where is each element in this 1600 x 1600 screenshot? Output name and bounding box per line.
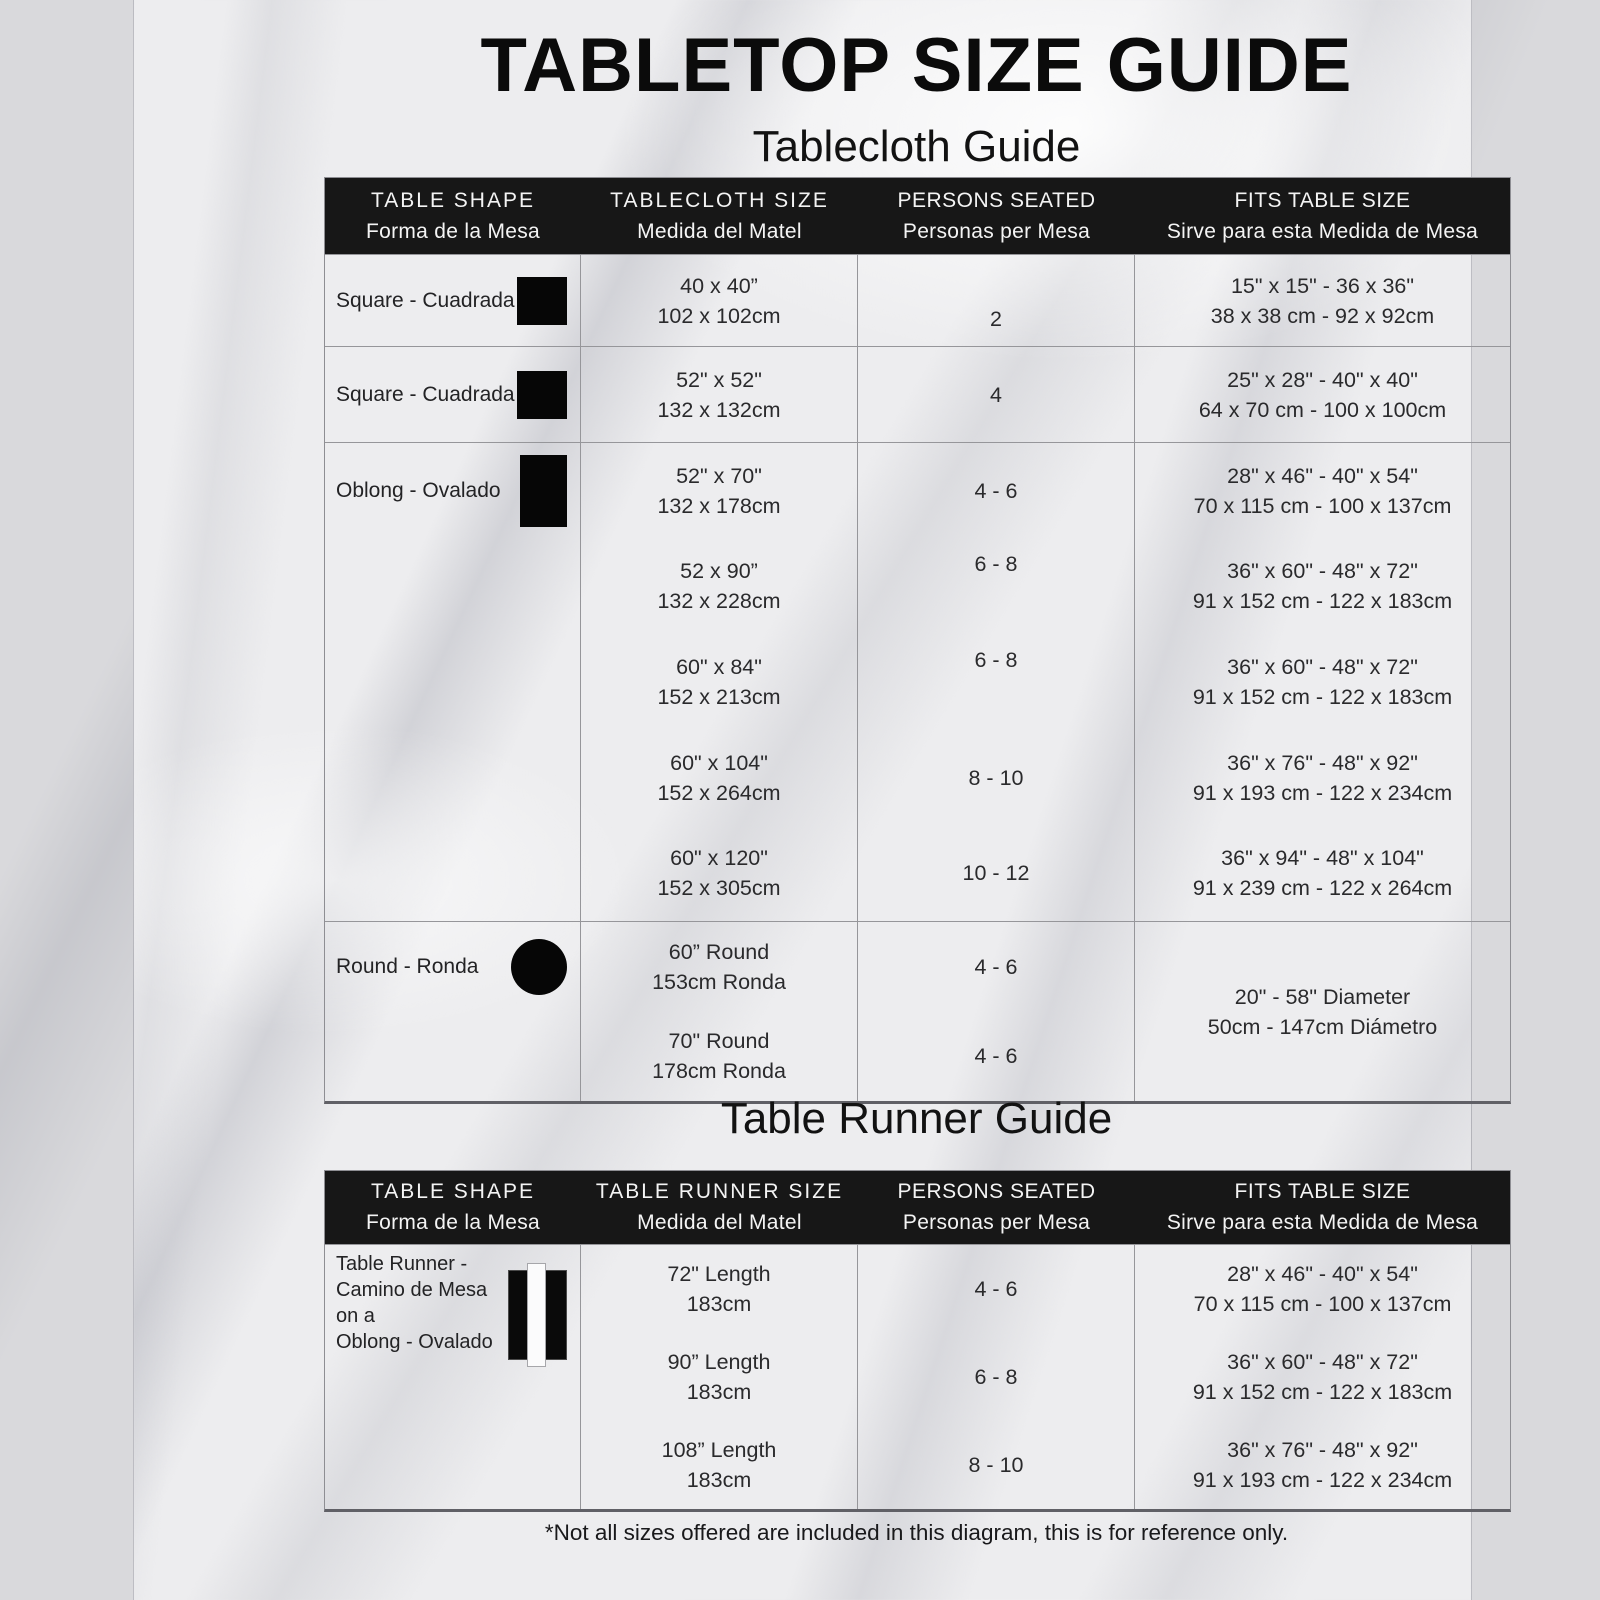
fits-cell-runner: 28" x 46" - 40" x 54" 70 x 115 cm - 100 x 137cm 36" x 60" - 48" x 72" 91 x 152 cm - 122 x 183cm 36" x 76" - 48" x 92" 91 x 193 cm - 122 x 234cm: [1135, 1244, 1510, 1509]
size-cell: 52" x 52" 132 x 132cm: [581, 346, 858, 442]
persons-cell-runner: 4 - 6 6 - 8 8 - 10: [858, 1244, 1135, 1509]
header-tablecloth-size: TABLECLOTH SIZE Medida del Matel: [581, 178, 858, 254]
header-persons-seated: PERSONS SEATED Personas per Mesa: [858, 1171, 1135, 1244]
square-icon: [517, 277, 567, 325]
footnote: *Not all sizes offered are included in this diagram, this is for reference only.: [544, 1520, 1289, 1545]
fits-cell-oblong: 28" x 46" - 40" x 54" 70 x 115 cm - 100 x 137cm 36" x 60" - 48" x 72" 91 x 152 cm - 122 x 183cm 36" x 60" - 48" x 72" 91 x 152 cm - 122 x 183cm 36" x 76" - 48" x 92" 91 x 193 cm - 122 x 234cm 36" x 94" - 48" x 104" 91 x 239 cm - 122 x 264cm: [1135, 442, 1510, 921]
shape-cell-round: Round - Ronda: [325, 921, 581, 1101]
shape-cell-square-2: Square - Cuadrada: [325, 346, 581, 442]
size-cell-oblong: 52" x 70" 132 x 178cm 52 x 90” 132 x 228cm 60" x 84" 152 x 213cm 60" x 104" 152 x 264cm 60" x 120" 152 x 305cm: [581, 442, 858, 921]
square-icon: [517, 371, 567, 419]
oblong-icon: [520, 455, 567, 527]
table-runner-icon: [508, 1263, 567, 1367]
header-fits-table-size: FITS TABLE SIZE Sirve para esta Medida de Mesa: [1135, 1171, 1510, 1244]
header-fits-table-size: FITS TABLE SIZE Sirve para esta Medida de Mesa: [1135, 178, 1510, 254]
size-cell-round: 60” Round 153cm Ronda 70" Round 178cm Ronda: [581, 921, 858, 1101]
tablecloth-table: [324, 177, 1511, 1104]
fits-cell-round-merged: 20" - 58" Diameter 50cm - 147cm Diámetro: [1135, 921, 1510, 1101]
header-table-shape: TABLE SHAPE Forma de la Mesa: [325, 1171, 581, 1244]
shape-cell-oblong: Oblong - Ovalado: [325, 442, 581, 921]
page-title: TABLETOP SIZE GUIDE: [480, 23, 1353, 108]
size-cell-runner: 72" Length 183cm 90” Length 183cm 108” Length 183cm: [581, 1244, 858, 1509]
size-cell: 40 x 40” 102 x 102cm: [581, 254, 858, 346]
marble-page-background: [133, 0, 1479, 1600]
circle-icon: [511, 939, 567, 995]
header-table-runner-size: TABLE RUNNER SIZE Medida del Matel: [581, 1171, 858, 1244]
runner-stripe: [527, 1263, 546, 1367]
persons-cell-round: 4 - 6 4 - 6: [858, 921, 1135, 1101]
fits-cell: 15" x 15" - 36 x 36" 38 x 38 cm - 92 x 92cm: [1135, 254, 1510, 346]
shape-cell-table-runner: Table Runner - Camino de Mesa on a Oblong - Ovalado: [325, 1244, 581, 1509]
persons-cell: 4: [858, 346, 1135, 442]
table-runner-guide-title: Table Runner Guide: [720, 1094, 1113, 1143]
tablecloth-guide-title: Tablecloth Guide: [752, 122, 1081, 171]
persons-cell-oblong: 4 - 6 6 - 8 6 - 8 8 - 10 10 - 12: [858, 442, 1135, 921]
persons-cell: 2: [858, 254, 1135, 346]
shape-cell-square-1: Square - Cuadrada: [325, 254, 581, 346]
header-persons-seated: PERSONS SEATED Personas per Mesa: [858, 178, 1135, 254]
header-table-shape: TABLE SHAPE Forma de la Mesa: [325, 178, 581, 254]
fits-cell: 25" x 28" - 40" x 40" 64 x 70 cm - 100 x 100cm: [1135, 346, 1510, 442]
table-runner-table: [324, 1170, 1511, 1512]
